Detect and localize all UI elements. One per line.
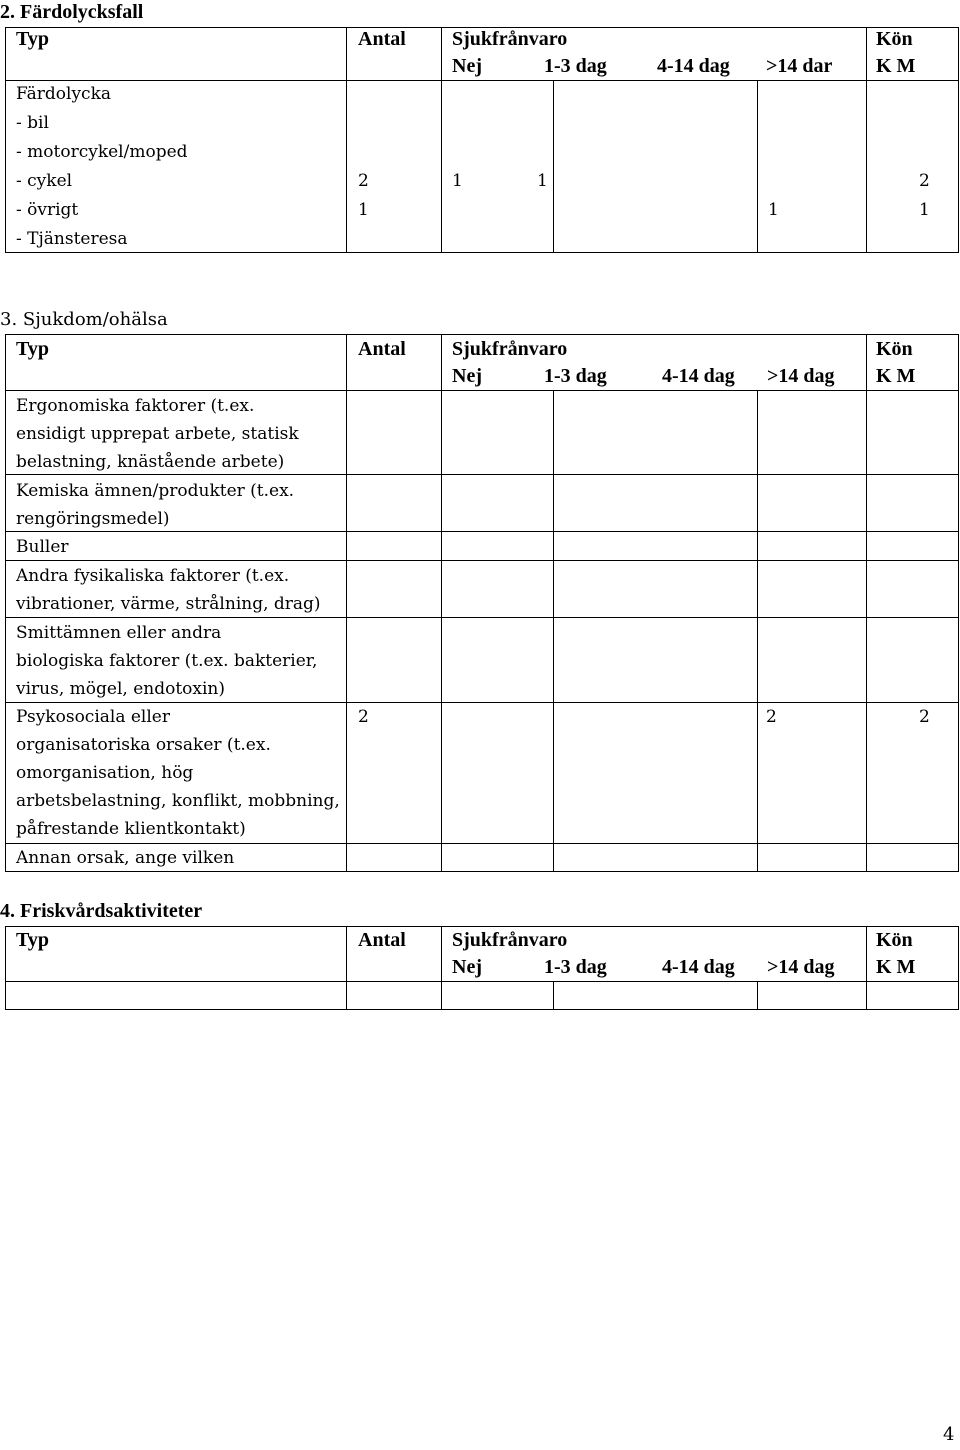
header-sjukfranvaro: Sjukfrånvaro — [452, 28, 568, 50]
header-over-14: >14 dar — [766, 55, 833, 77]
row-label: - motorcykel/moped — [16, 142, 188, 162]
header-1-3-dag: 1-3 dag — [544, 956, 607, 978]
header-4-14-dag: 4-14 dag — [662, 956, 735, 978]
row-label: belastning, knästående arbete) — [16, 452, 285, 472]
header-k-m: K M — [876, 365, 916, 387]
section-3-title: 3. Sjukdom/ohälsa — [0, 309, 168, 330]
header-kon: Kön — [876, 929, 913, 951]
row-label: arbetsbelastning, konflikt, mobbning, — [16, 791, 340, 811]
row-label: Andra fysikaliska faktorer (t.ex. — [16, 566, 290, 586]
row-label: påfrestande klientkontakt) — [16, 819, 246, 839]
cell-kon: 2 — [919, 707, 930, 727]
row-label: omorganisation, hög — [16, 763, 194, 783]
row-label: Kemiska ämnen/produkter (t.ex. — [16, 481, 295, 501]
header-antal: Antal — [358, 28, 406, 50]
header-nej: Nej — [452, 365, 482, 387]
row-label: Smittämnen eller andra — [16, 623, 222, 643]
row-label: - cykel — [16, 171, 73, 191]
header-typ: Typ — [16, 28, 49, 50]
cell-1-3-dag: 1 — [537, 171, 548, 191]
cell-kon: 2 — [919, 171, 930, 191]
section-2-title: 2. Färdolycksfall — [0, 1, 144, 23]
header-sjukfranvaro: Sjukfrånvaro — [452, 338, 568, 360]
row-label: - Tjänsteresa — [16, 229, 128, 249]
row-label: - övrigt — [16, 200, 79, 220]
row-label: Psykosociala eller — [16, 707, 170, 727]
row-label: vibrationer, värme, strålning, drag) — [16, 594, 321, 614]
header-kon: Kön — [876, 338, 913, 360]
row-label: - bil — [16, 113, 49, 133]
cell-antal: 2 — [358, 707, 369, 727]
header-nej: Nej — [452, 956, 482, 978]
row-label: ensidigt upprepat arbete, statisk — [16, 424, 299, 444]
cell-4-14-dag: 1 — [768, 200, 779, 220]
row-label: virus, mögel, endotoxin) — [16, 679, 225, 699]
header-nej: Nej — [452, 55, 482, 77]
header-over-14: >14 dag — [767, 956, 835, 978]
cell-nej: 1 — [452, 171, 463, 191]
cell-antal: 2 — [358, 171, 369, 191]
header-k-m: K M — [876, 55, 916, 77]
row-label: Buller — [16, 537, 69, 557]
section-4-title: 4. Friskvårdsaktiviteter — [0, 900, 203, 922]
cell-antal: 1 — [358, 200, 369, 220]
header-4-14-dag: 4-14 dag — [662, 365, 735, 387]
row-label: Ergonomiska faktorer (t.ex. — [16, 396, 255, 416]
header-4-14-dag: 4-14 dag — [657, 55, 730, 77]
row-label: rengöringsmedel) — [16, 509, 170, 529]
header-sjukfranvaro: Sjukfrånvaro — [452, 929, 568, 951]
cell-kon: 1 — [919, 200, 930, 220]
header-typ: Typ — [16, 338, 49, 360]
header-over-14: >14 dag — [767, 365, 835, 387]
row-label: organisatoriska orsaker (t.ex. — [16, 735, 271, 755]
row-label: biologiska faktorer (t.ex. bakterier, — [16, 651, 318, 671]
header-antal: Antal — [358, 338, 406, 360]
header-1-3-dag: 1-3 dag — [544, 365, 607, 387]
header-kon: Kön — [876, 28, 913, 50]
row-label: Färdolycka — [16, 84, 112, 104]
row-label: Annan orsak, ange vilken — [16, 848, 235, 868]
page-number: 4 — [943, 1424, 955, 1445]
header-1-3-dag: 1-3 dag — [544, 55, 607, 77]
header-antal: Antal — [358, 929, 406, 951]
cell-4-14-dag: 2 — [766, 707, 777, 727]
header-typ: Typ — [16, 929, 49, 951]
header-k-m: K M — [876, 956, 916, 978]
